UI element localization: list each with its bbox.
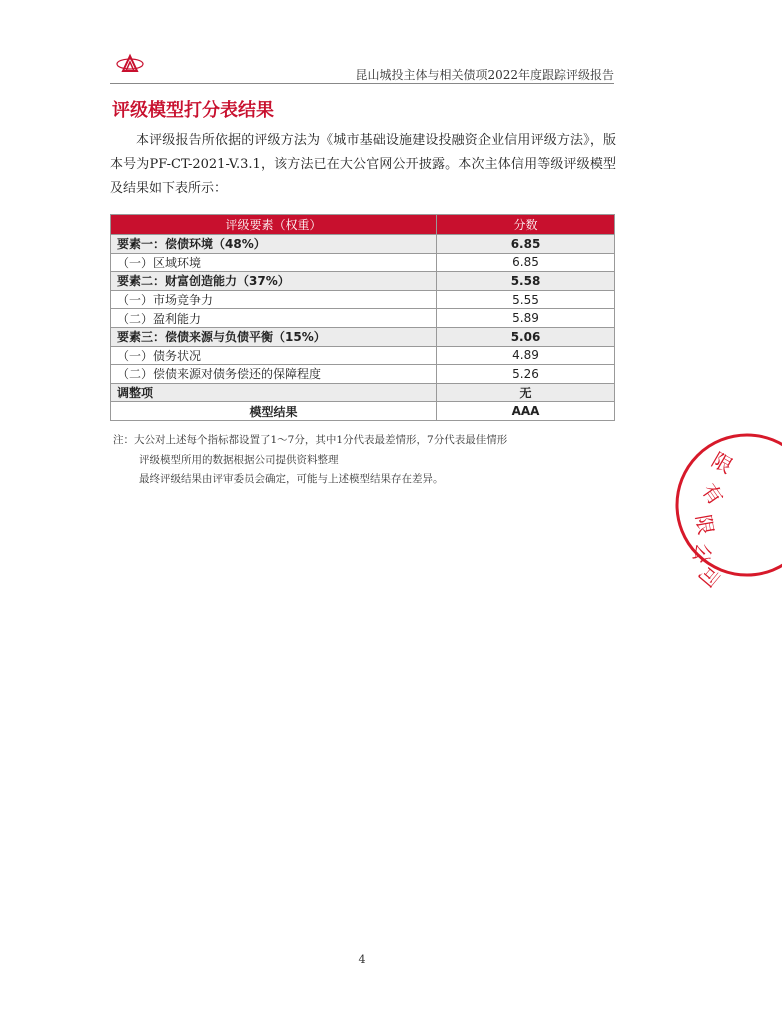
header-divider — [110, 83, 614, 84]
section-title: 评级模型打分表结果 — [112, 100, 274, 121]
page-number: 4 — [358, 953, 366, 966]
row-score: 6.85 — [437, 235, 615, 254]
table-row — [111, 290, 615, 309]
row-score: 4.89 — [437, 346, 615, 365]
row-label: （一）区域环境 — [111, 253, 437, 272]
svg-text:限: 限 — [691, 512, 719, 537]
row-label: （一）债务状况 — [111, 346, 437, 365]
rating-model-score-table — [110, 214, 615, 421]
table-row — [111, 235, 615, 254]
row-label: （一）市场竞争力 — [111, 290, 437, 309]
table-header-row — [111, 215, 615, 235]
data-source-note: 评级模型所用的数据根据公司提供资料整理 — [139, 454, 339, 466]
row-score: 5.89 — [437, 309, 615, 328]
table-row-total — [111, 402, 615, 421]
row-score: 6.85 — [437, 253, 615, 272]
company-seal-stamp — [672, 430, 782, 592]
table-row — [111, 346, 615, 365]
row-label: 要素一：偿债环境（48%） — [111, 235, 437, 254]
svg-text:限: 限 — [707, 447, 737, 479]
header-factor: 评级要素（权重） — [111, 215, 437, 235]
report-header-title: 昆山城投主体与相关债项2022年度跟踪评级报告 — [355, 68, 614, 82]
row-label: （二）偿债来源对债务偿还的保障程度 — [111, 365, 437, 384]
row-score: 5.06 — [437, 327, 615, 346]
row-score: 5.58 — [437, 272, 615, 291]
row-score: 5.26 — [437, 365, 615, 384]
svg-text:有: 有 — [696, 479, 729, 510]
svg-text:司: 司 — [693, 560, 725, 592]
table-note: 注：大公对上述每个指标都设置了1～7分，其中1分代表最差情形，7分代表最佳情形 — [113, 434, 508, 446]
table-row — [111, 253, 615, 272]
row-label: 模型结果 — [111, 402, 437, 421]
company-logo-icon — [116, 53, 144, 75]
row-score: AAA — [437, 402, 615, 421]
header-score: 分数 — [437, 215, 615, 235]
row-label: （二）盈利能力 — [111, 309, 437, 328]
intro-paragraph: 本评级报告所依据的评级方法为《城市基础设施建设投融资企业信用评级方法》，版本号为PF-CT-2021-V.3.1，该方法已在大公官网公开披露。本次主体信用等级评级模型及结果如下表所示： — [110, 133, 616, 196]
row-score: 无 — [437, 383, 615, 402]
table-row — [111, 309, 615, 328]
row-label: 调整项 — [111, 383, 437, 402]
svg-text:公: 公 — [687, 540, 717, 567]
final-rating-note: 最终评级结果由评审委员会确定，可能与上述模型结果存在差异。 — [139, 473, 444, 485]
row-label: 要素三：偿债来源与负债平衡（15%） — [111, 327, 437, 346]
table-row — [111, 272, 615, 291]
table-row — [111, 327, 615, 346]
table-row — [111, 365, 615, 384]
table-row — [111, 383, 615, 402]
row-score: 5.55 — [437, 290, 615, 309]
row-label: 要素二：财富创造能力（37%） — [111, 272, 437, 291]
